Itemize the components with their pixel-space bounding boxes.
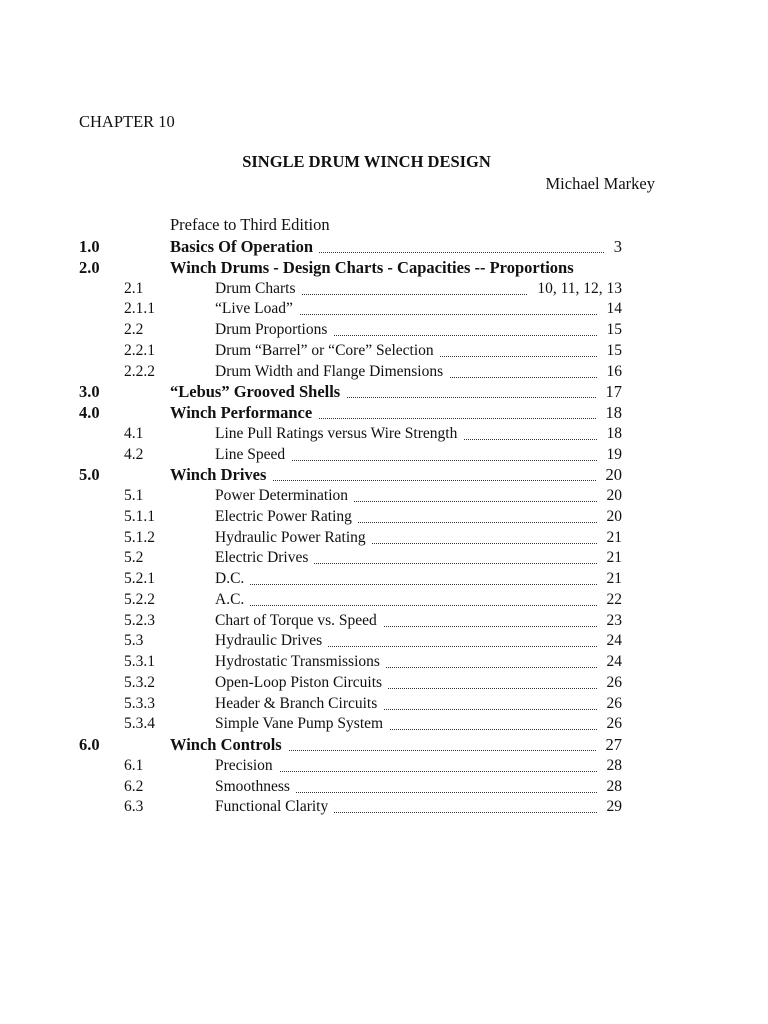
toc-section-title: Functional Clarity	[215, 798, 334, 815]
toc-section-title: Electric Power Rating	[215, 508, 358, 525]
toc-section-number: 5.3.1	[124, 653, 155, 670]
toc-section-title: Smoothness	[215, 778, 296, 795]
toc-page-number: 27	[605, 735, 622, 754]
toc-row	[0, 589, 768, 610]
toc-entry	[215, 361, 597, 382]
toc-section-number: 3.0	[79, 382, 100, 402]
toc-section-title: Drum Proportions	[215, 321, 333, 338]
toc-section-title: Power Determination	[215, 487, 354, 504]
toc-section-title: Chart of Torque vs. Speed	[215, 612, 383, 629]
toc-row	[0, 610, 768, 631]
toc-section-number: 2.1	[124, 279, 144, 297]
toc-page-number: 23	[606, 611, 622, 629]
toc-section-number: 5.3	[124, 632, 144, 650]
toc-row	[0, 568, 768, 589]
toc-dot-leader	[215, 584, 597, 585]
author-name: Michael Markey	[545, 174, 655, 193]
toc-page-number: 26	[606, 694, 622, 712]
toc-dot-leader	[215, 605, 597, 606]
toc-section-title: Winch Controls	[170, 735, 288, 754]
toc-entry	[215, 485, 597, 506]
toc-page-number: 20	[606, 507, 622, 525]
toc-section-number: 4.1	[124, 424, 144, 442]
toc-entry	[215, 444, 597, 465]
toc-row	[0, 298, 768, 319]
toc-page-number: 20	[606, 487, 622, 504]
toc-entry	[170, 734, 596, 755]
toc-page-number: 21	[606, 570, 622, 587]
toc-row	[0, 402, 768, 423]
toc-section-title: Winch Performance	[170, 403, 318, 422]
toc-section-number: 5.1	[124, 487, 144, 504]
toc-entry	[170, 236, 604, 257]
toc-row	[0, 278, 768, 299]
document-title: SINGLE DRUM WINCH DESIGN	[242, 152, 491, 171]
toc-section-number: 6.3	[124, 798, 144, 816]
toc-section-number: 5.2.2	[124, 590, 155, 608]
toc-section-title: Drum Charts	[215, 280, 302, 297]
toc-section-title: Hydrostatic Transmissions	[215, 653, 386, 670]
toc-page-number: 21	[606, 528, 622, 546]
toc-section-number: 2.2	[124, 321, 144, 338]
toc-section-number: 5.1.1	[124, 507, 155, 525]
toc-section-number: 5.3.2	[124, 673, 155, 691]
toc-row	[0, 464, 768, 485]
toc-entry	[215, 547, 597, 568]
toc-section-title: D.C.	[215, 570, 250, 587]
toc-page-number: 18	[605, 403, 622, 422]
toc-section-title: Line Pull Ratings versus Wire Strength	[215, 425, 463, 442]
toc-page-number: 24	[606, 632, 622, 650]
toc-section-title: “Lebus” Grooved Shells	[170, 382, 346, 401]
toc-section-number: 5.1.2	[124, 528, 155, 546]
toc-section-number: 6.0	[79, 735, 100, 754]
toc-section-number: 1.0	[79, 237, 100, 256]
toc-entry	[215, 319, 597, 340]
toc-section-number: 5.3.4	[124, 715, 155, 733]
toc-section-title: “Live Load”	[215, 300, 299, 317]
toc-page-number: 26	[606, 715, 622, 733]
toc-page-number: 14	[606, 300, 622, 318]
toc-row	[0, 776, 768, 797]
toc-section-title: Electric Drives	[215, 549, 314, 566]
toc-page-number: 28	[606, 756, 622, 774]
toc-row	[0, 381, 768, 402]
toc-entry	[215, 713, 597, 734]
toc-row	[0, 444, 768, 465]
toc-section-number: 5.3.3	[124, 694, 155, 712]
toc-page-number: 10, 11, 12, 13	[537, 279, 622, 297]
toc-entry	[170, 464, 596, 485]
toc-row	[0, 506, 768, 527]
toc-section-number: 2.2.2	[124, 362, 155, 380]
toc-entry	[215, 755, 597, 776]
toc-entry	[215, 527, 597, 548]
toc-section-title: Header & Branch Circuits	[215, 695, 383, 712]
toc-section-title: Simple Vane Pump System	[215, 715, 389, 732]
toc-entry	[215, 610, 597, 631]
toc-row	[0, 236, 768, 257]
toc-page-number: 20	[605, 465, 622, 485]
toc-entry	[170, 381, 596, 402]
toc-row	[0, 713, 768, 734]
toc-section-title: Drum Width and Flange Dimensions	[215, 363, 449, 380]
toc-row	[0, 630, 768, 651]
toc-row	[0, 796, 768, 817]
toc-section-title: Precision	[215, 757, 279, 774]
toc-section-number: 5.0	[79, 465, 100, 485]
toc-section-title: Drum “Barrel” or “Core” Selection	[215, 342, 440, 359]
toc-row	[0, 340, 768, 361]
toc-page-number: 17	[605, 382, 622, 402]
toc-page-number: 15	[606, 341, 622, 359]
toc-entry	[170, 402, 596, 423]
toc-row	[0, 734, 768, 755]
toc-row	[0, 547, 768, 568]
toc-row	[0, 485, 768, 506]
toc-row	[0, 527, 768, 548]
toc-row	[0, 423, 768, 444]
toc-entry	[170, 257, 580, 278]
toc-page-number: 3	[613, 237, 622, 256]
toc-entry	[215, 298, 597, 319]
toc-page-number: 21	[606, 549, 622, 567]
toc-page-number: 22	[606, 590, 622, 608]
toc-entry	[215, 796, 597, 817]
toc-page-number: 24	[606, 653, 622, 670]
toc-row	[0, 361, 768, 382]
toc-row	[0, 319, 768, 340]
toc-entry	[215, 340, 597, 361]
toc-row	[0, 755, 768, 776]
toc-section-title: Hydraulic Drives	[215, 632, 328, 649]
toc-section-number: 4.2	[124, 445, 144, 463]
toc-section-number: 5.2	[124, 549, 144, 567]
toc-page-number: 19	[606, 445, 622, 463]
toc-entry	[215, 589, 597, 610]
toc-section-number: 5.2.1	[124, 570, 155, 587]
toc-section-title: Line Speed	[215, 446, 291, 463]
toc-page-number: 29	[606, 798, 622, 816]
toc-page-number: 15	[606, 321, 622, 338]
toc-row	[0, 693, 768, 714]
toc-section-number: 2.1.1	[124, 300, 155, 318]
chapter-label: CHAPTER 10	[79, 112, 175, 131]
toc-section-number: 2.2.1	[124, 341, 155, 359]
toc-entry	[215, 568, 597, 589]
toc-page-number: 26	[606, 673, 622, 691]
toc-row	[0, 672, 768, 693]
toc-page-number: 16	[606, 362, 622, 380]
toc-section-number: 6.1	[124, 756, 144, 774]
toc-row	[0, 651, 768, 672]
toc-section-title: Basics Of Operation	[170, 237, 319, 256]
toc-section-number: 6.2	[124, 777, 144, 795]
toc-entry	[215, 423, 597, 444]
toc-entry	[215, 651, 597, 672]
toc-page-number: 28	[606, 777, 622, 795]
toc-entry	[215, 693, 597, 714]
toc-section-title: Hydraulic Power Rating	[215, 529, 372, 546]
toc-entry	[215, 630, 597, 651]
toc-entry	[215, 776, 597, 797]
toc-section-title: Winch Drives	[170, 465, 272, 484]
toc-section-title: Open-Loop Piston Circuits	[215, 674, 388, 691]
toc-section-number: 4.0	[79, 403, 100, 422]
toc-entry	[215, 278, 527, 299]
toc-row	[0, 257, 768, 278]
toc-entry	[215, 672, 597, 693]
toc-section-title: Winch Drums - Design Charts - Capacities -- Proportions	[170, 258, 580, 277]
toc-section-number: 5.2.3	[124, 611, 155, 629]
preface-entry: Preface to Third Edition	[170, 215, 330, 234]
toc-section-title: A.C.	[215, 591, 250, 608]
toc-entry	[215, 506, 597, 527]
toc-section-number: 2.0	[79, 257, 100, 277]
toc-page-number: 18	[606, 424, 622, 442]
